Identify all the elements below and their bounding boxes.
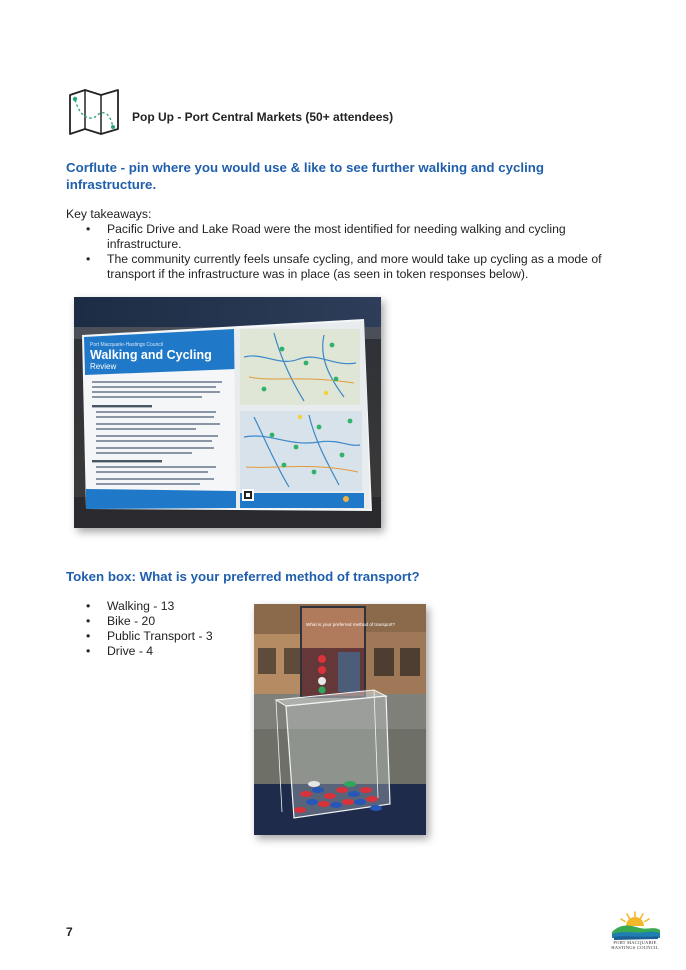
page-number: 7 <box>66 925 73 939</box>
token-box-heading: Token box: What is your preferred method of transport? <box>66 569 420 584</box>
list-item: • Walking - 13 <box>66 599 256 614</box>
folded-map-icon <box>68 89 122 135</box>
list-item: • Public Transport - 3 <box>66 629 256 644</box>
poster-kicker: Port Macquarie-Hastings Council <box>90 342 164 348</box>
logo-text-line1: PORT MACQUARIE <box>613 940 657 945</box>
corflute-heading: Corflute - pin where you would use & like to see further walking and cycling infrastructure. <box>66 160 545 192</box>
token-box-photo <box>254 604 426 835</box>
section-title: Pop Up - Port Central Markets (50+ attendees) <box>132 110 394 124</box>
list-item: • Pacific Drive and Lake Road were the most identified for needing walking and cycling infrastructure. <box>66 222 622 252</box>
corflute-photo <box>74 297 381 528</box>
list-item: • The community currently feels unsafe cycling, and more would take up cycling as a mode of transport if the infrastructure was in place (as seen in token responses below). <box>66 252 622 282</box>
poster-subtitle: Review <box>90 362 117 371</box>
list-item: • Drive - 4 <box>66 644 256 659</box>
poster-title: Walking and Cycling <box>90 348 212 362</box>
logo-text-line2: HASTINGS COUNCIL <box>611 945 659 951</box>
token-results-list <box>66 599 256 659</box>
takeaways-label: Key takeaways: <box>66 207 152 221</box>
takeaways-list <box>66 222 622 282</box>
council-logo-text <box>604 940 666 950</box>
token-sign-text: What is your preferred method of transport? <box>306 622 396 627</box>
list-item: • Bike - 20 <box>66 614 256 629</box>
